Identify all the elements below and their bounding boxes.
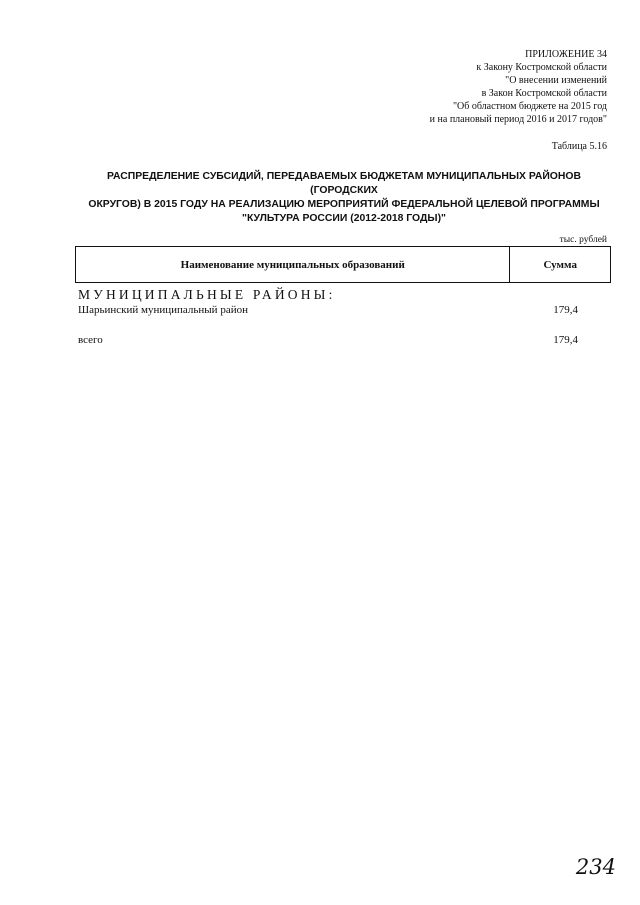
column-header-sum: Сумма bbox=[510, 247, 611, 283]
total-label: всего bbox=[78, 334, 103, 346]
appendix-line: ПРИЛОЖЕНИЕ 34 bbox=[525, 49, 607, 60]
total-value: 179,4 bbox=[553, 334, 578, 346]
appendix-line: и на плановый период 2016 и 2017 годов" bbox=[429, 114, 607, 125]
table-header-row bbox=[76, 247, 611, 283]
page-number: 234 bbox=[575, 855, 616, 879]
row-name: Шарьинский муниципальный район bbox=[78, 304, 248, 316]
title-line: РАСПРЕДЕЛЕНИЕ СУБСИДИЙ, ПЕРЕДАВАЕМЫХ БЮДЖЕТАМ МУНИЦИПАЛЬНЫХ РАЙОНОВ (ГОРОДСКИХ bbox=[107, 171, 581, 196]
title-line: "КУЛЬТУРА РОССИИ (2012-2018 ГОДЫ)" bbox=[242, 213, 446, 224]
title-line: ОКРУГОВ) В 2015 ГОДУ НА РЕАЛИЗАЦИЮ МЕРОПРИЯТИЙ ФЕДЕРАЛЬНОЙ ЦЕЛЕВОЙ ПРОГРАММЫ bbox=[88, 199, 600, 210]
group-label: МУНИЦИПАЛЬНЫЕ РАЙОНЫ: bbox=[78, 287, 336, 302]
appendix-line: в Закон Костромской области bbox=[481, 88, 607, 99]
appendix-line: "О внесении изменений bbox=[505, 75, 607, 86]
table-number: Таблица 5.16 bbox=[551, 141, 607, 152]
subsidy-table-header bbox=[75, 246, 611, 283]
appendix-line: к Закону Костромской области bbox=[476, 62, 607, 73]
document-title bbox=[76, 170, 612, 226]
row-value: 179,4 bbox=[553, 304, 578, 316]
column-header-name: Наименование муниципальных образований bbox=[76, 247, 510, 283]
appendix-line: "Об областном бюджете на 2015 год bbox=[452, 101, 607, 112]
units-label: тыс. рублей bbox=[559, 235, 607, 245]
appendix-header bbox=[430, 48, 607, 126]
